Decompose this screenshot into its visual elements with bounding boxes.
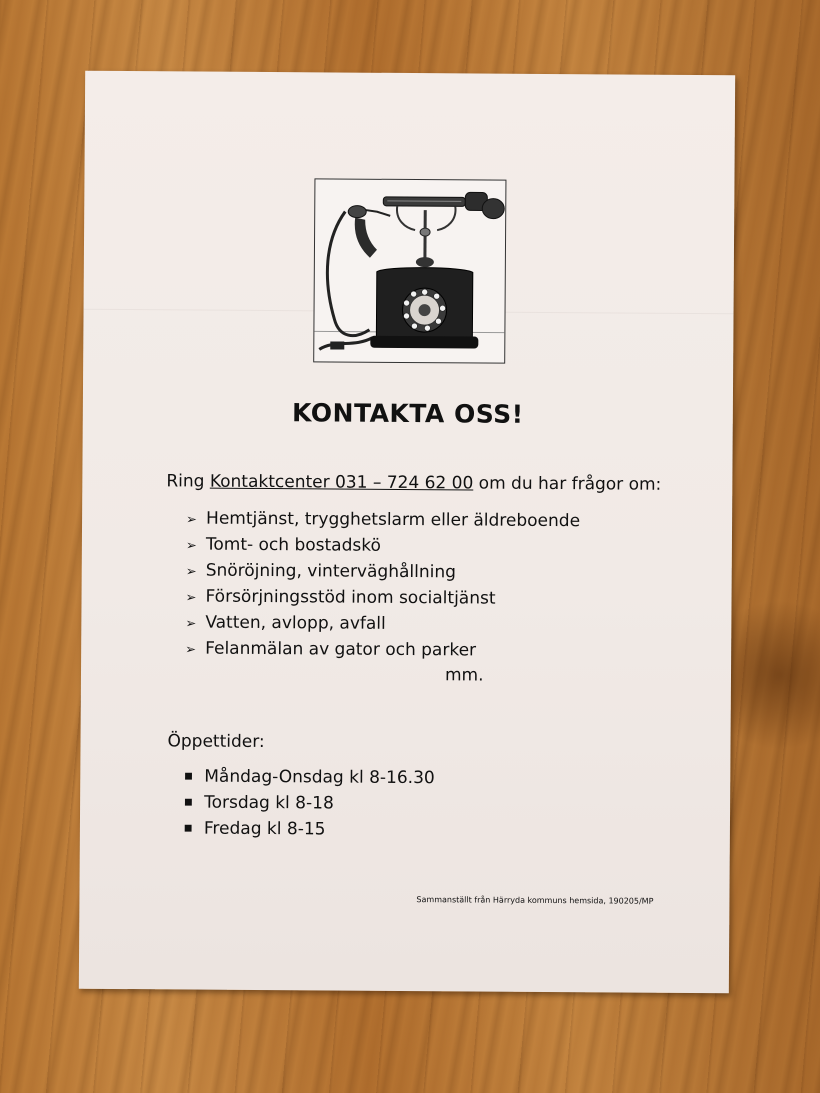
- square-bullet-icon: ■: [184, 797, 193, 808]
- opening-hours-label: Öppettider:: [167, 731, 265, 753]
- services-more: mm.: [444, 665, 484, 686]
- arrowhead-bullet-icon: ➢: [185, 590, 197, 606]
- vintage-telephone-icon: [314, 179, 505, 362]
- hours-text: Torsdag kl 8-18: [204, 792, 334, 814]
- list-item: [184, 789, 435, 817]
- square-bullet-icon: ■: [184, 771, 193, 782]
- intro-line: [166, 471, 661, 494]
- arrowhead-bullet-icon: ➢: [185, 642, 197, 658]
- hours-text: Fredag kl 8-15: [203, 818, 326, 840]
- contact-center-phone: Kontaktcenter 031 – 724 62 00: [209, 471, 474, 494]
- arrowhead-bullet-icon: ➢: [185, 538, 197, 554]
- intro-prefix: Ring: [166, 471, 210, 492]
- list-item: [185, 635, 579, 664]
- intro-suffix: om du har frågor om:: [473, 473, 662, 495]
- service-text: Felanmälan av gator och parker: [205, 638, 477, 661]
- services-list: [185, 505, 580, 664]
- service-text: Tomt- och bostadskö: [205, 534, 381, 556]
- hours-text: Måndag-Onsdag kl 8-16.30: [204, 766, 435, 789]
- list-item: [186, 557, 580, 586]
- list-item: [186, 531, 580, 560]
- source-footnote: Sammanställt från Härryda kommuns hemsida, 190205/MP: [416, 895, 654, 906]
- square-bullet-icon: ■: [183, 823, 193, 834]
- service-text: Snöröjning, vinterväghållning: [205, 560, 457, 583]
- service-text: Hemtjänst, trygghetslarm eller äldreboende: [206, 508, 581, 532]
- telephone-illustration: [313, 178, 506, 363]
- list-item: [186, 505, 580, 534]
- arrowhead-bullet-icon: ➢: [185, 616, 197, 632]
- arrowhead-bullet-icon: ➢: [185, 564, 197, 580]
- opening-hours-list: [184, 763, 435, 843]
- list-item: [184, 763, 435, 791]
- arrowhead-bullet-icon: ➢: [186, 512, 198, 528]
- list-item: [184, 815, 435, 843]
- service-text: Vatten, avlopp, avfall: [205, 612, 386, 634]
- poster-title: KONTAKTA OSS!: [291, 398, 524, 429]
- poster-sheet: [79, 71, 735, 994]
- service-text: Försörjningsstöd inom socialtjänst: [205, 586, 496, 609]
- list-item: [185, 609, 579, 638]
- list-item: [185, 583, 579, 612]
